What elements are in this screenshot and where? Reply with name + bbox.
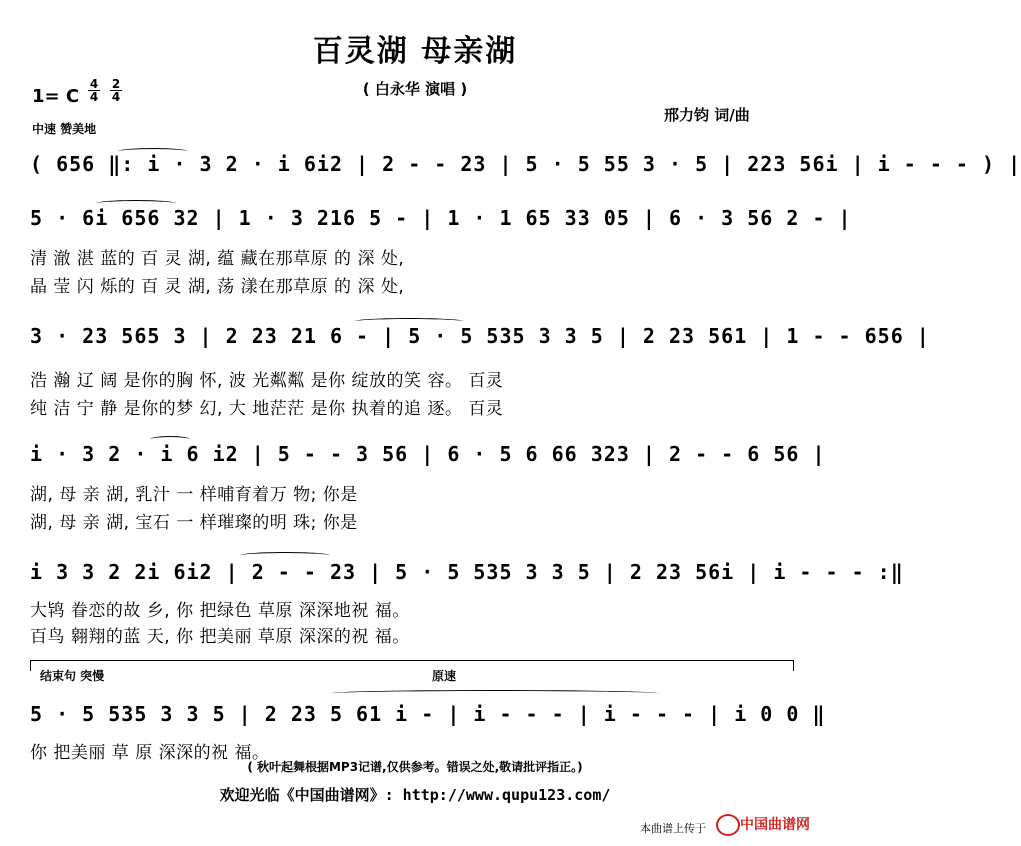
meter-bottom: 4	[111, 90, 121, 104]
upload-text: 本曲谱上传于	[640, 822, 706, 835]
notation-line-1: ( 656 ‖: i · 3 2 · i 6i2 | 2 - - 23 | 5 · 5 55 3 · 5 | 223 56i | i - - - ) |	[30, 152, 1021, 176]
time-signature-2-4	[110, 78, 122, 103]
song-title: 百灵湖 母亲湖	[312, 34, 518, 69]
slur	[330, 690, 660, 697]
key-signature: 1= C	[32, 86, 80, 107]
lyric-line-4-verse-1: 湖, 母 亲 湖, 乳汁 一 样哺育着万 物; 你是	[30, 485, 358, 505]
meter-top: 4	[89, 77, 99, 91]
site-link[interactable]: 欢迎光临《中国曲谱网》: http://www.qupu123.com/	[219, 786, 611, 804]
lyric-line-4-verse-2: 湖, 母 亲 湖, 宝石 一 样璀璨的明 珠; 你是	[30, 513, 358, 533]
meter-top: 2	[111, 77, 121, 91]
lyric-line-6: 你 把美丽 草 原 深深的祝 福。	[30, 743, 270, 763]
lyric-line-3-verse-1: 浩 瀚 辽 阔 是你的胸 怀, 波 光粼粼 是你 绽放的笑 容。 百灵	[30, 371, 504, 391]
lyric-line-5-verse-1: 大鸨 眷恋的故 乡, 你 把绿色 草原 深深地祝 福。	[30, 601, 410, 621]
site-logo-icon	[716, 814, 740, 836]
notation-line-4: i · 3 2 · i 6 i2 | 5 - - 3 56 | 6 · 5 6 66 323 | 2 - - 6 56 |	[30, 442, 826, 466]
author-credit: 邢力钧 词/曲	[664, 106, 750, 124]
tempo-marking: 中速 赞美地	[32, 122, 97, 136]
coda-label: 结束句 突慢	[40, 669, 105, 683]
singer-credit: ( 白永华 演唱 )	[362, 80, 468, 98]
notation-line-3: 3 · 23 565 3 | 2 23 21 6 - | 5 · 5 535 3 3 5 | 2 23 561 | 1 - - 656 |	[30, 324, 930, 348]
lyric-line-2-verse-1: 清 澈 湛 蓝的 百 灵 湖, 蕴 藏在那草原 的 深 处,	[30, 249, 405, 269]
coda-bracket	[30, 660, 794, 671]
transcription-note: ( 秋叶起舞根据MP3记谱,仅供参考。错误之处,敬请批评指正。)	[247, 760, 583, 774]
lyric-line-2-verse-2: 晶 莹 闪 烁的 百 灵 湖, 荡 漾在那草原 的 深 处,	[30, 277, 405, 297]
tempo-return-label: 原速	[432, 669, 457, 683]
lyric-line-5-verse-2: 百鸟 翱翔的蓝 天, 你 把美丽 草原 深深的祝 福。	[30, 627, 410, 647]
notation-line-6: 5 · 5 535 3 3 5 | 2 23 5 61 i - | i - - - | i - - - | i 0 0 ‖	[30, 702, 826, 726]
slur	[240, 552, 330, 559]
lyric-line-3-verse-2: 纯 洁 宁 静 是你的梦 幻, 大 地茫茫 是你 执着的追 逐。 百灵	[30, 399, 504, 419]
meter-bottom: 4	[89, 90, 99, 104]
notation-line-2: 5 · 6i 656 32 | 1 · 3 216 5 - | 1 · 1 65 33 05 | 6 · 3 56 2 - |	[30, 206, 852, 230]
notation-line-5: i 3 3 2 2i 6i2 | 2 - - 23 | 5 · 5 535 3 3 5 | 2 23 56i | i - - - :‖	[30, 560, 904, 584]
site-logo-text[interactable]: 中国曲谱网	[740, 817, 810, 833]
time-signature-4-4	[88, 78, 100, 103]
